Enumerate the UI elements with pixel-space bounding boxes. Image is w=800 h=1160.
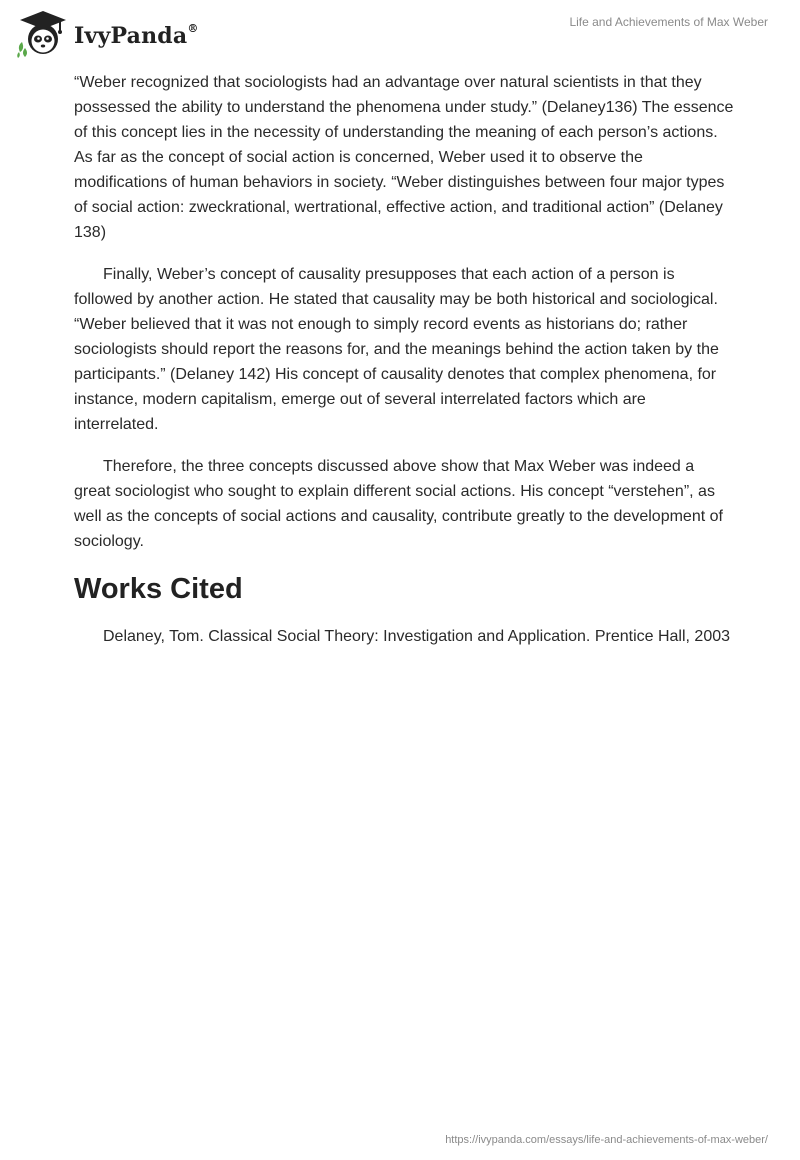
page-header bbox=[0, 0, 800, 70]
paragraph: Finally, Weber’s concept of causality presupposes that each action of a person is followed by another action. He stated that causality may be both historical and sociological. “Weber believed that it was not enough to simply record events as historians do; rather sociologists should report the reasons for, and the meanings behind the action taken by the participants.” (Delaney 142) His concept of causality denotes that complex phenomena, for instance, modern capitalism, emerge out of several interrelated factors which are interrelated. bbox=[74, 266, 719, 433]
essay-content bbox=[74, 70, 734, 666]
registered-mark: ® bbox=[187, 22, 199, 36]
ivypanda-logo[interactable] bbox=[14, 8, 199, 63]
citation-entry: Delaney, Tom. Classical Social Theory: Investigation and Application. Prentice Hall, 2003 bbox=[103, 628, 731, 645]
paragraph: “Weber recognized that sociologists had an advantage over natural scientists in that they possessed the ability to understand the phenomena under study.” (Delaney136) The essence of this concept lies in the necessity of understanding the meaning of each person’s actions. As far as the concept of social action is concerned, Weber used it to observe the modifications of human behaviors in society. “Weber distinguishes between four major types of social action: zweckrational, wertrational, effective action, and traditional action” (Delaney 138) bbox=[74, 74, 734, 241]
panda-graduation-cap-icon bbox=[14, 8, 72, 63]
paragraph: Therefore, the three concepts discussed above show that Max Weber was indeed a great sociologist who sought to explain different social actions. His concept “verstehen”, as well as the concepts of social actions and causality, contribute greatly to the development of sociology. bbox=[74, 458, 723, 550]
running-title: Life and Achievements of Max Weber bbox=[569, 15, 768, 29]
brand-name: IvyPanda® bbox=[74, 22, 199, 49]
works-cited-heading: Works Cited bbox=[74, 573, 243, 605]
source-url[interactable]: https://ivypanda.com/essays/life-and-achievements-of-max-weber/ bbox=[445, 1134, 768, 1146]
